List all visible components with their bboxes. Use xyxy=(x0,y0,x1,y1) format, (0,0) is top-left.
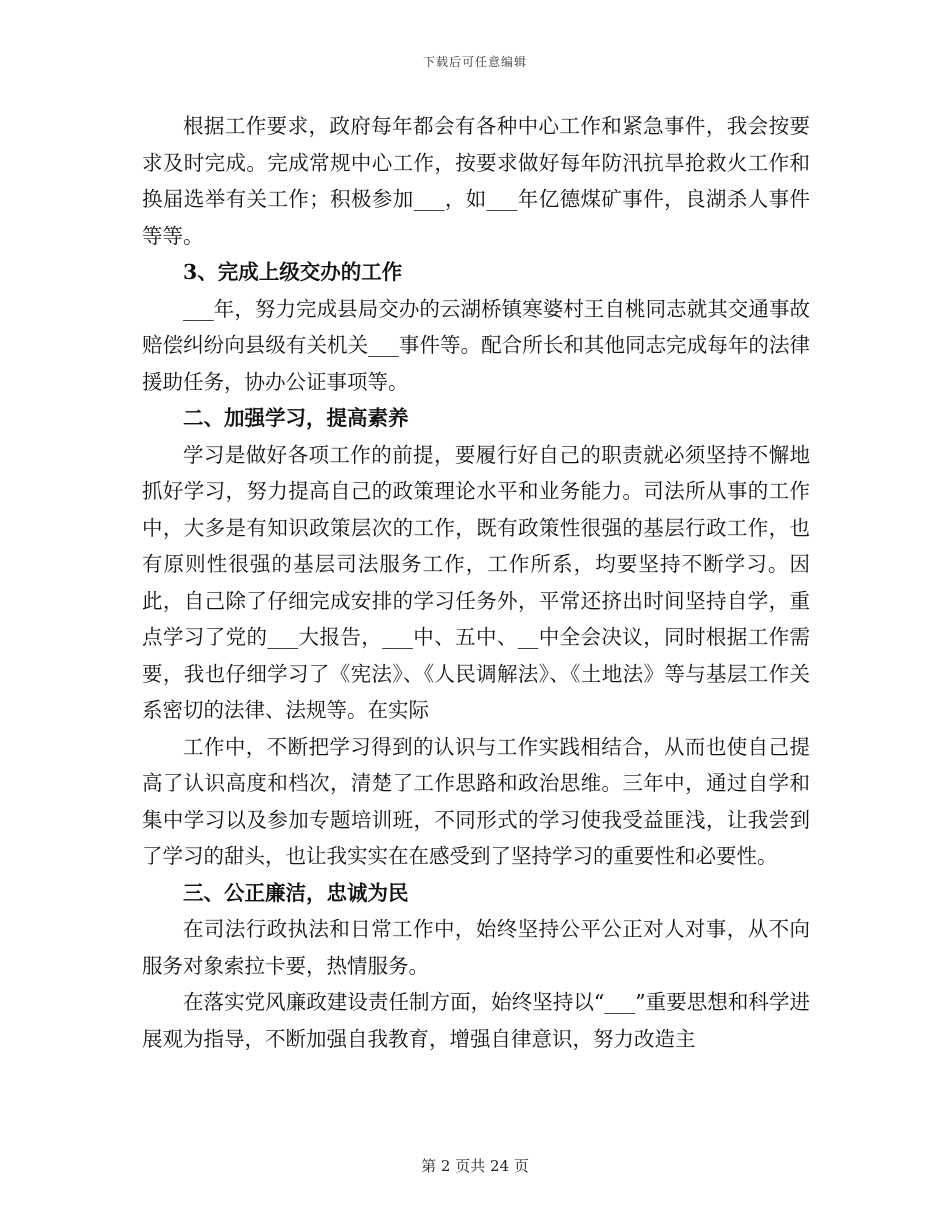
heading-superior-tasks: 3、完成上级交办的工作 xyxy=(183,260,403,284)
heading-learning: 二、加强学习，提高素养 xyxy=(183,406,409,430)
paragraph-fair-service: 在司法行政执法和日常工作中，始终坚持公平公正对人对事，从不向服务对象索拉卡要，热情服务。 xyxy=(142,917,810,978)
heading-integrity: 三、公正廉洁，忠诚为民 xyxy=(183,880,409,905)
document-body xyxy=(142,108,810,1057)
paragraph-superior-tasks: ___年，努力完成县局交办的云湖桥镇寒婆村王自桃同志就其交通事故赔偿纠纷向县级有关机关___事件等。配合所长和其他同志完成每年的法律援助任务，协办公证事项等。 xyxy=(142,296,810,394)
paragraph-party-conduct: 在落实党风廉政建设责任制方面，始终坚持以“___”重要思想和科学进展观为指导，不断加强自我教育，增强自律意识，努力改造主 xyxy=(142,990,810,1051)
paragraph-learning-practice: 工作中，不断把学习得到的认识与工作实践相结合，从而也使自己提高了认识高度和档次，清楚了工作思路和政治思维。三年中，通过自学和集中学习以及参加专题培训班，不同形式的学习使我受益匪浅，让我尝到了学习的甜头，也让我实实在在感受到了坚持学习的重要性和必要性。 xyxy=(142,734,810,868)
page-footer: 第 2 页共 24 页 xyxy=(421,1157,529,1175)
paragraph-learning: 学习是做好各项工作的前提，要履行好自己的职责就必须坚持不懈地抓好学习，努力提高自己的政策理论水平和业务能力。司法所从事的工作中，大多是有知识政策层次的工作，既有政策性很强的基层行政工作，也有原则性很强的基层司法服务工作，工作所系，均要坚持不断学习。因此，自己除了仔细完成安排的学习任务外，平常还挤出时间坚持自学，重点学习了党的___大报告，___中、五中、__中全会决议，同时根据工作需要，我也仔细学习了《宪法》、《人民调解法》、《土地法》等与基层工作关系密切的法律、法规等。在实际 xyxy=(142,442,810,722)
page-header: 下载后可任意编辑 xyxy=(422,55,527,69)
paragraph-emergency-work: 根据工作要求，政府每年都会有各种中心工作和紧急事件，我会按要求及时完成。完成常规中心工作，按要求做好每年防汛抗旱抢救火工作和换届选举有关工作；积极参加___，如___年亿德煤矿事件，良湖杀人事件等等。 xyxy=(142,114,810,248)
